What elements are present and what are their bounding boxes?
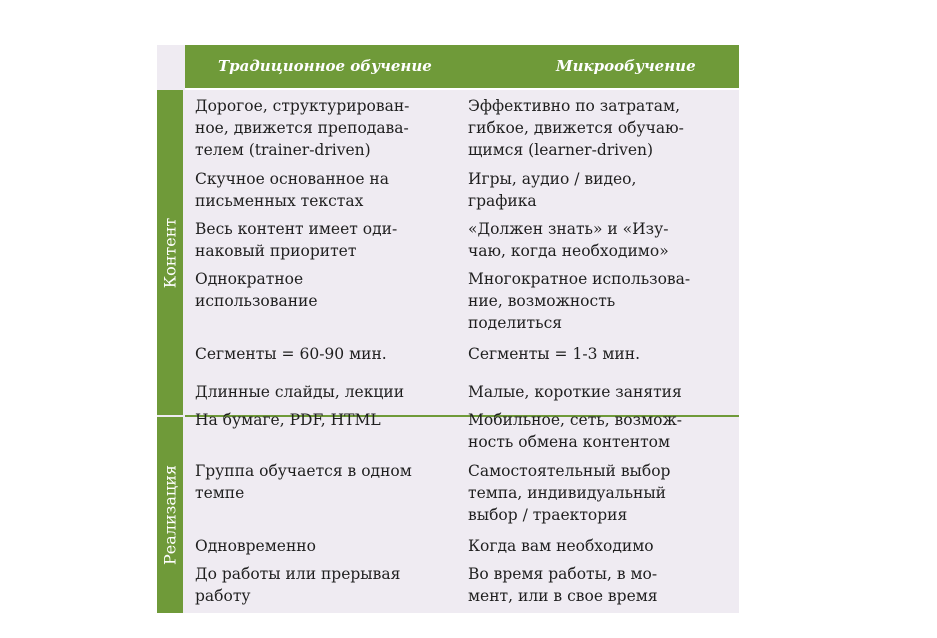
table-header [185, 45, 739, 90]
microlearning-cell: Самостоятельный выбор темпа, индивидуальный выбор / траектория [468, 462, 671, 524]
section-label-implementation [157, 417, 183, 613]
section-label-content [157, 90, 183, 415]
microlearning-cell: Многократное использова- ние, возможность поделиться [468, 270, 691, 332]
traditional-cell: Одновременно [195, 537, 316, 555]
traditional-cell: Длинные слайды, лекции [195, 383, 405, 401]
header-traditional: Традиционное обучение [218, 57, 432, 75]
traditional-cell: На бумаге, PDF, HTML [195, 411, 381, 429]
microlearning-cell: Мобильное, сеть, возмож- ность обмена контентом [468, 411, 682, 451]
microlearning-cell: Эффективно по затратам, гибкое, движется обучаю- щимся (learner-driven) [468, 97, 684, 159]
section-label-implementation-text: Реализация [160, 465, 180, 565]
traditional-cell: Группа обучается в одном темпе [195, 462, 412, 502]
microlearning-cell: «Должен знать» и «Изу- чаю, когда необходимо» [468, 220, 669, 260]
microlearning-cell: Сегменты = 1-3 мин. [468, 345, 640, 363]
traditional-cell: Скучное основанное на письменных текстах [195, 170, 389, 210]
traditional-cell: Весь контент имеет оди- наковый приоритет [195, 220, 398, 260]
microlearning-cell: Игры, аудио / видео, графика [468, 170, 637, 210]
header-microlearning: Микрообучение [556, 57, 696, 75]
traditional-cell: Дорогое, структурирован- ное, движется преподава- телем (trainer-driven) [195, 97, 410, 159]
traditional-cell: Сегменты = 60-90 мин. [195, 345, 387, 363]
microlearning-cell: Когда вам необходимо [468, 537, 654, 555]
comparison-table [157, 45, 739, 613]
microlearning-cell: Во время работы, в мо- мент, или в свое время [468, 565, 658, 605]
microlearning-cell: Малые, короткие занятия [468, 383, 682, 401]
traditional-cell: Однократное использование [195, 270, 318, 310]
section-label-content-text: Контент [160, 217, 180, 288]
traditional-cell: До работы или прерывая работу [195, 565, 401, 605]
